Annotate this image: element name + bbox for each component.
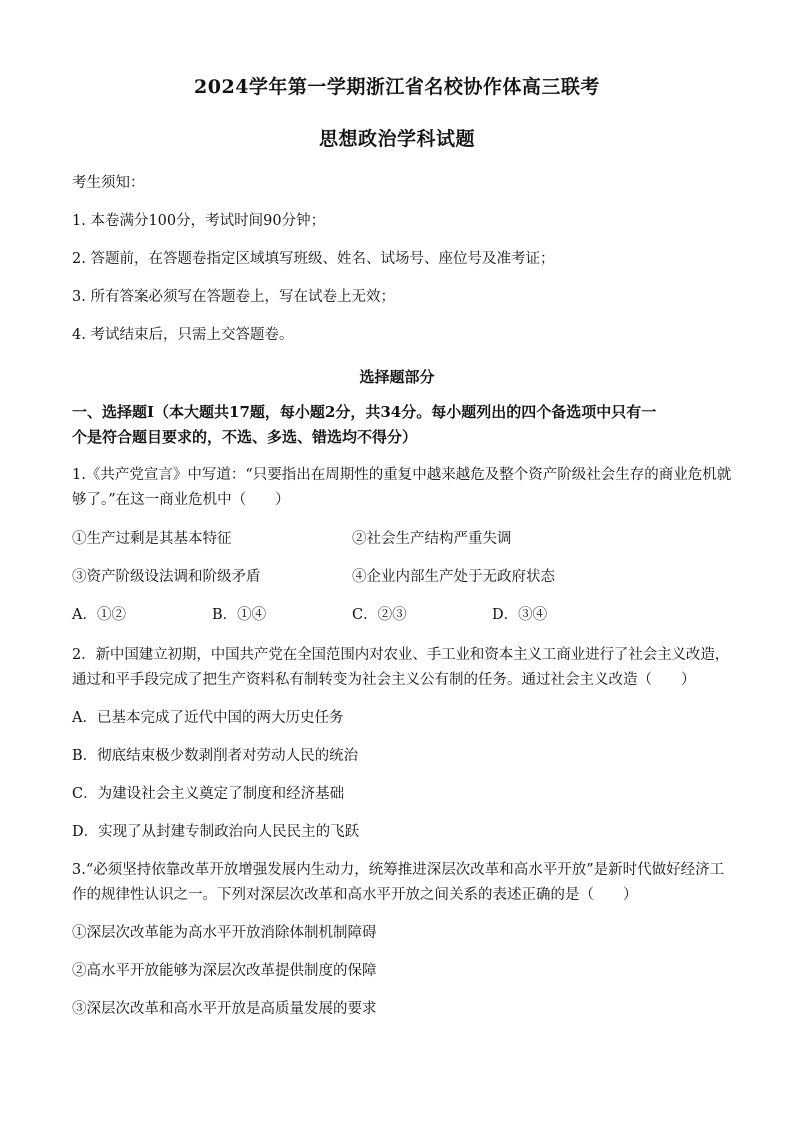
section-title: 选择题部分 (359, 368, 435, 386)
q3-stem-line1: 3.“必须坚持依靠改革开放增强发展内生动力，统筹推进深层次改革和高水平开放”是新时代做好经济工 (72, 862, 725, 878)
notice-item: 1. 本卷满分100分，考试时间90分钟； (72, 213, 326, 229)
q2-option-c: C．为建设社会主义奠定了制度和经济基础 (72, 786, 345, 802)
exam-subtitle: 思想政治学科试题 (318, 128, 475, 150)
q1-option-d: D．③④ (492, 607, 548, 623)
q1-stem-line2: 够了。”在这一商业危机中（ ） (72, 492, 290, 508)
q3-stem-line2: 作的规律性认识之一。下列对深层次改革和高水平开放之间关系的表述正确的是（ ） (72, 887, 638, 903)
part-instruction-line2: 个是符合题目要求的，不选、多选、错选均不得分） (72, 428, 418, 446)
q2-stem-line1: 2．新中国建立初期，中国共产党在全国范围内对农业、手工业和资本主义工商业进行了社会主义改造， (72, 647, 730, 663)
q1-stem-line1: 1.《共产党宣言》中写道：“只要指出在周期性的重复中越来越危及整个资产阶级社会生存的商业危机就 (72, 467, 732, 483)
q2-option-a: A．已基本完成了近代中国的两大历史任务 (72, 710, 344, 726)
q3-statement-3: ③深层次改革和高水平开放是高质量发展的要求 (72, 1001, 377, 1017)
notice-item: 2. 答题前，在答题卷指定区域填写班级、姓名、试场号、座位号及准考证； (72, 251, 555, 267)
q2-stem-line2: 通过和平手段完成了把生产资料私有制转变为社会主义公有制的任务。通过社会主义改造（ ） (72, 672, 696, 688)
q1-option-a: A．①② (72, 607, 126, 623)
q2-option-d: D．实现了从封建专制政治向人民民主的飞跃 (72, 824, 360, 840)
q3-statement-1: ①深层次改革能为高水平开放消除体制机制障碍 (72, 925, 377, 941)
notice-item: 3. 所有答案必须写在答题卷上，写在试卷上无效； (72, 289, 395, 305)
q2-option-b: B．彻底结束极少数剥削者对劳动人民的统治 (72, 748, 359, 764)
q1-statement-2: ②社会生产结构严重失调 (352, 531, 512, 547)
q1-option-c: C．②③ (352, 607, 407, 623)
q1-option-b: B．①④ (212, 607, 267, 623)
notice-item: 4. 考试结束后，只需上交答题卷。 (72, 327, 294, 343)
q1-statement-1: ①生产过剩是其基本特征 (72, 531, 232, 547)
part-instruction-line1: 一、选择题Ⅰ（本大题共17题，每小题2分，共34分。每小题列出的四个备选项中只有一 (72, 403, 657, 421)
q1-statement-3: ③资产阶级设法调和阶级矛盾 (72, 569, 261, 585)
q1-statement-4: ④企业内部生产处于无政府状态 (352, 569, 555, 585)
exam-title: 2024学年第一学期浙江省名校协作体高三联考 (194, 76, 600, 98)
q3-statement-2: ②高水平开放能够为深层次改革提供制度的保障 (72, 963, 377, 979)
notice-heading: 考生须知： (72, 175, 145, 191)
